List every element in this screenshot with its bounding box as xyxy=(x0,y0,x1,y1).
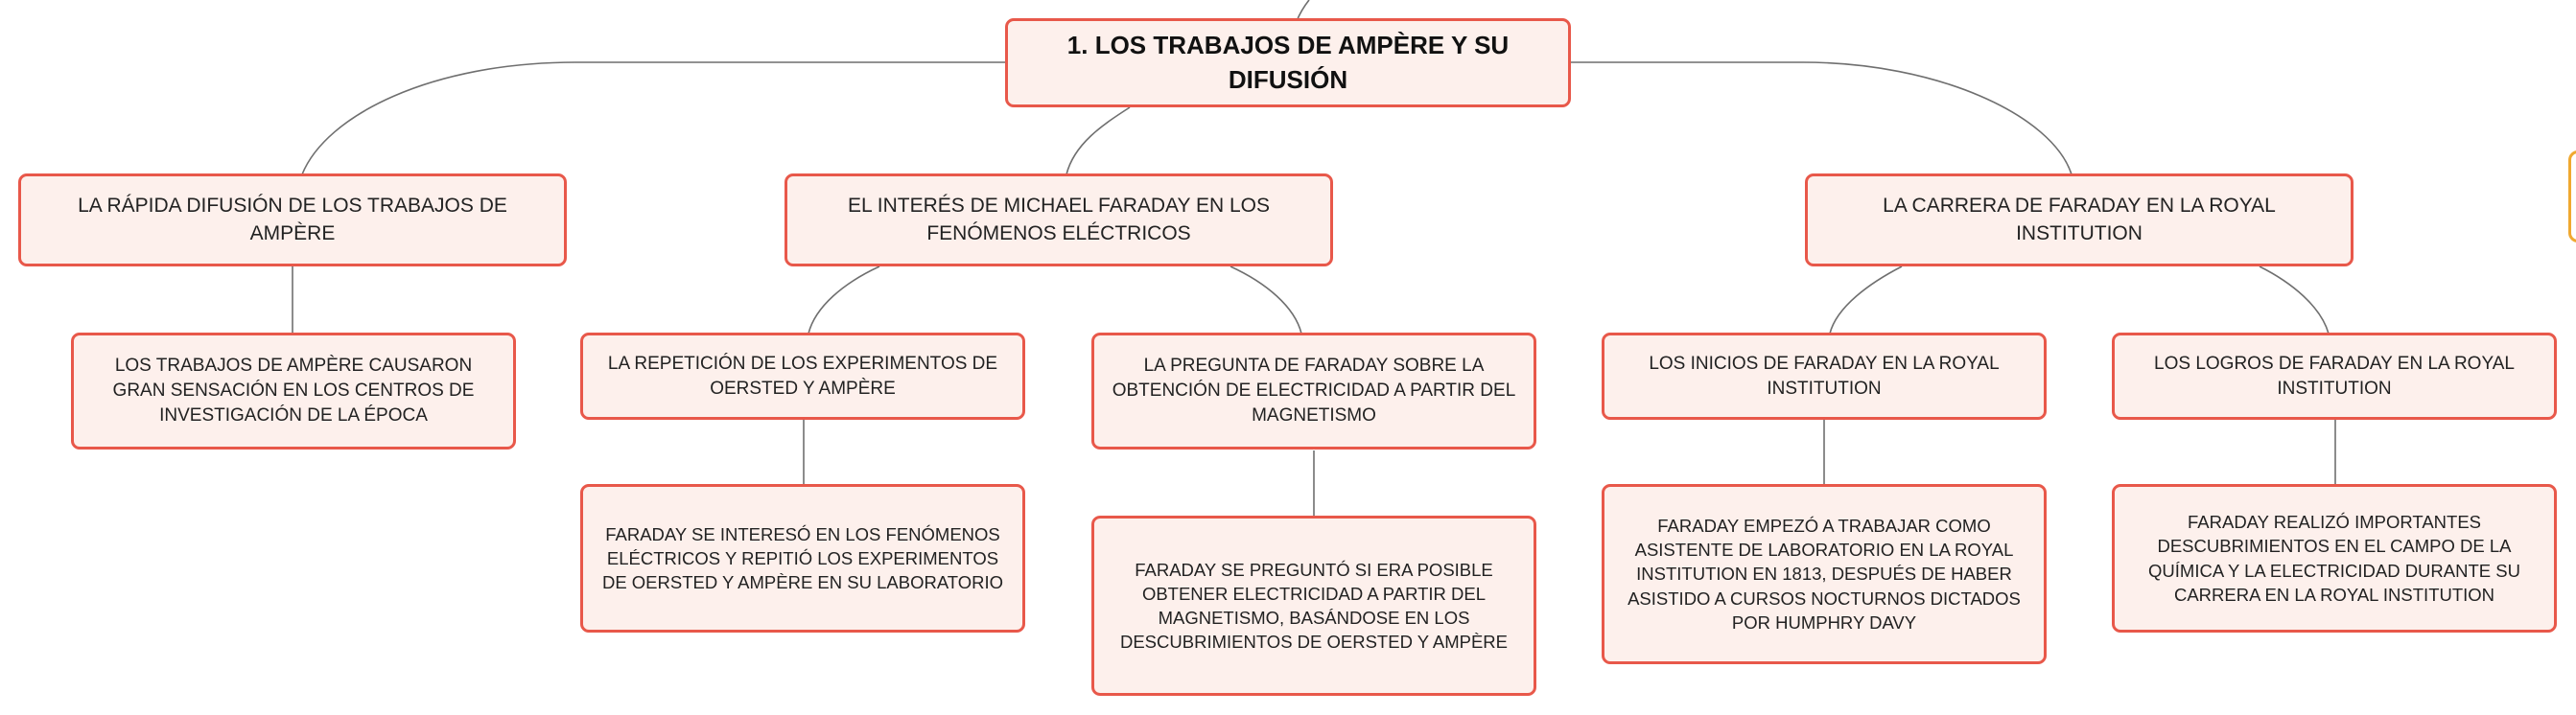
branch-3-child-1-label: LOS INICIOS DE FARADAY EN LA ROYAL INSTITUTION xyxy=(1649,353,2000,399)
branch-2-child-1-label: LA REPETICIÓN DE LOS EXPERIMENTOS DE OERSTED Y AMPÈRE xyxy=(607,353,998,399)
connector-root-to-branch-1 xyxy=(302,62,1005,174)
branch-3-child-1-node[interactable] xyxy=(1602,333,2047,420)
branch-1-label: LA RÁPIDA DIFUSIÓN DE LOS TRABAJOS DE AMPÈRE xyxy=(78,194,507,244)
branch-2-child-1-detail-node[interactable] xyxy=(580,484,1025,633)
branch-2-label: EL INTERÉS DE MICHAEL FARADAY EN LOS FENÓMENOS ELÉCTRICOS xyxy=(848,194,1270,244)
branch-2-child-2-detail-label: FARADAY SE PREGUNTÓ SI ERA POSIBLE OBTENER ELECTRICIDAD A PARTIR DEL MAGNETISMO, BASÁNDOSE EN LOS DESCUBRIMIENTOS DE OERSTED Y AMPÈRE xyxy=(1119,559,1508,653)
branch-3-child-2-label: LOS LOGROS DE FARADAY EN LA ROYAL INSTITUTION xyxy=(2154,353,2515,399)
connector-branch-3-to-child-2 xyxy=(2260,266,2329,334)
branch-1-node[interactable] xyxy=(18,173,567,266)
branch-3-child-1-detail-node[interactable] xyxy=(1602,484,2047,664)
connector-root-to-branch-3 xyxy=(1571,62,2072,174)
branch-3-node[interactable] xyxy=(1805,173,2354,266)
branch-2-child-2-node[interactable] xyxy=(1091,333,1536,450)
branch-3-child-2-detail-node[interactable] xyxy=(2112,484,2557,633)
connector-branch-2-to-child-2 xyxy=(1230,266,1301,334)
connector-branch-2-to-child-1 xyxy=(808,266,879,334)
connector-root-to-branch-2 xyxy=(1066,107,1130,174)
branch-3-child-2-node[interactable] xyxy=(2112,333,2557,420)
branch-3-child-2-detail-label: FARADAY REALIZÓ IMPORTANTES DESCUBRIMIENTOS EN EL CAMPO DE LA QUÍMICA Y LA ELECTRICIDAD DURANTE SU CARRERA EN LA ROYAL INSTITUTION xyxy=(2148,512,2520,605)
root-topic[interactable] xyxy=(1005,18,1571,107)
branch-2-child-2-label: LA PREGUNTA DE FARADAY SOBRE LA OBTENCIÓN DE ELECTRICIDAD A PARTIR DEL MAGNETISMO xyxy=(1112,356,1516,426)
root-topic-label: 1. LOS TRABAJOS DE AMPÈRE Y SU DIFUSIÓN xyxy=(1066,31,1510,94)
connector-branch-3-to-child-1 xyxy=(1830,266,1902,334)
branch-2-child-1-node[interactable] xyxy=(580,333,1025,420)
branch-3-label: LA CARRERA DE FARADAY EN LA ROYAL INSTITUTION xyxy=(1883,194,2276,244)
branch-1-child-1-node[interactable] xyxy=(71,333,516,450)
branch-2-node[interactable] xyxy=(785,173,1333,266)
offscreen-node-edge[interactable] xyxy=(2568,150,2576,242)
branch-1-child-1-label: LOS TRABAJOS DE AMPÈRE CAUSARON GRAN SENSACIÓN EN LOS CENTROS DE INVESTIGACIÓN DE LA ÉPOCA xyxy=(112,356,475,426)
branch-3-child-1-detail-label: FARADAY EMPEZÓ A TRABAJAR COMO ASISTENTE DE LABORATORIO EN LA ROYAL INSTITUTION EN 1813, DESPUÉS DE HABER ASISTIDO A CURSOS NOCTURNOS DICTADOS POR HUMPHRY DAVY xyxy=(1628,516,2021,633)
branch-2-child-1-detail-label: FARADAY SE INTERESÓ EN LOS FENÓMENOS ELÉCTRICOS Y REPITIÓ LOS EXPERIMENTOS DE OERSTED Y AMPÈRE EN SU LABORATORIO xyxy=(601,523,1004,593)
branch-2-child-2-detail-node[interactable] xyxy=(1091,516,1536,696)
